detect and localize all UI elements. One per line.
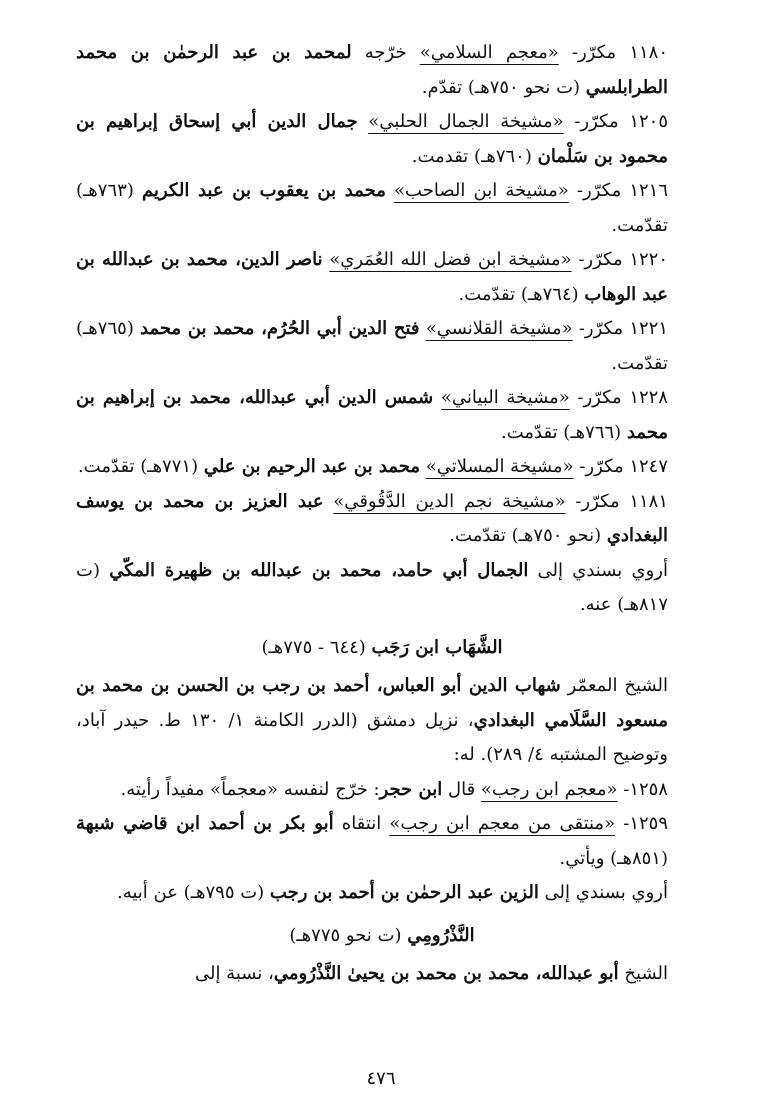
entry-1247: ١٢٤٧ مكرّر- «مشيخة المسلاتي» محمد بن عبد الرحيم بن علي (٧٧١هـ) تقدّمت. — [77, 456, 668, 477]
riwaya-paragraph: أروي بسندي إلى الزين عبد الرحمٰن بن أحمد بن رجب (ت ٧٩٥هـ) عن أبيه. — [116, 882, 668, 903]
entry-1258: ١٢٥٨- «معجم ابن رجب» قال ابن حجر: خرّج لنفسه «معجماً» مفيداً رأيته. — [120, 778, 668, 800]
entry-1228: ١٢٢٨ مكرّر- «مشيخة البياني» شمس الدين أبي عبدالله، محمد بن إبراهيم بن محمد (٧٦٦هـ) تقدّمت. — [76, 387, 668, 443]
section-intro: الشيخ المعمّر شهاب الدين أبو العباس، أحمد بن رجب بن الحسن بن محمد بن مسعود السَّلَامي البغدادي، نزيل دمشق (الدرر الكامنة ١/ ١٣٠ ط. حيدر آباد، وتوضيح المشتبه ٤/ ٢٨٩). له: — [76, 675, 669, 765]
person-name: شمس الدين أبي عبدالله، محمد بن إبراهيم بن محمد — [76, 387, 668, 443]
entry-1205: ١٢٠٥ مكرّر- «مشيخة الجمال الحلبي» جمال الدين أبي إسحاق إبراهيم بن محمود بن سَلْمان (٧٦٠هـ) تقدمت. — [76, 111, 668, 167]
work-title: «مشيخة ابن فضل الله العُمَري» — [329, 249, 572, 270]
entry-1181: ١١٨١ مكرّر- «مشيخة نجم الدين الدَّقُوقي» عبد العزيز بن محمد بن يوسف البغدادي (نحو ٧٥٠هـ) تقدّمت. — [76, 490, 668, 546]
work-title: «مشيخة القلانسي» — [425, 318, 573, 339]
person-name: فتح الدين أبي الحُرُم، محمد بن محمد — [140, 318, 420, 339]
person-name: عبد العزيز بن محمد بن يوسف البغدادي — [76, 490, 668, 546]
work-title: «مشيخة ابن الصاحب» — [394, 180, 569, 201]
work-title: «مشيخة المسلاتي» — [425, 456, 574, 477]
person-name: أبو عبدالله، محمد بن محمد بن يحيىٰ النَّذْرُومي — [273, 963, 619, 984]
person-name: ابن حجر — [379, 778, 443, 800]
entry-1220: ١٢٢٠ مكرّر- «مشيخة ابن فضل الله العُمَري» ناصر الدين، محمد بن عبدالله بن عبد الوهاب (٧٦٤هـ) تقدّمت. — [76, 249, 668, 305]
riwaya-paragraph: أروي بسندي إلى الجمال أبي حامد، محمد بن عبدالله بن ظهيرة المكّي (ت ٨١٧هـ) عنه. — [76, 559, 668, 615]
work-title: «مشيخة الجمال الحلبي» — [368, 111, 564, 132]
section-heading-ibn-rajab: الشَّهَاب ابن رَجَب (٦٤٤ - ٧٧٥هـ) — [261, 636, 503, 658]
person-name: الجمال أبي حامد، محمد بن عبدالله بن ظهيرة المكّي — [109, 559, 529, 581]
person-name: محمد بن يعقوب بن عبد الكريم — [141, 180, 386, 201]
entry-1180: ١١٨٠ مكرّر- «معجم السلامي» خرّجه لمحمد بن عبد الرحمٰن بن محمد الطرابلسي (ت نحو ٧٥٠هـ) تقدّم. — [76, 42, 669, 98]
person-name: محمد بن عبد الرحيم بن علي — [203, 456, 420, 477]
person-name: جمال الدين أبي إسحاق إبراهيم بن محمود بن سَلْمان — [76, 111, 668, 167]
work-title: «معجم السلامي» — [419, 42, 559, 63]
entry-1216: ١٢١٦ مكرّر- «مشيخة ابن الصاحب» محمد بن يعقوب بن عبد الكريم (٧٦٣هـ) تقدّمت. — [76, 180, 669, 236]
person-name: لمحمد بن عبد الرحمٰن بن محمد الطرابلسي — [76, 42, 668, 98]
person-name: الزين عبد الرحمٰن بن أحمد بن رجب — [269, 882, 539, 903]
entry-1259: ١٢٥٩- «منتقى من معجم ابن رجب» انتقاه أبو بكر بن أحمد ابن قاضي شبهة (٨٥١هـ) ويأتي. — [76, 813, 668, 869]
page-number: ٤٧٦ — [366, 1068, 396, 1089]
person-name: أبو بكر بن أحمد ابن قاضي شبهة — [76, 813, 334, 834]
section-intro: الشيخ أبو عبدالله، محمد بن محمد بن يحيىٰ النَّذْرُومي، نسبة إلى — [194, 963, 668, 984]
work-title: «منتقى من معجم ابن رجب» — [389, 813, 616, 834]
work-title: «مشيخة نجم الدين الدَّقُوقي» — [333, 490, 566, 512]
person-name: شهاب الدين أبو العباس، أحمد بن رجب بن الحسن بن محمد بن مسعود السَّلَامي البغدادي — [76, 675, 669, 731]
page-text — [76, 36, 688, 992]
entry-1221: ١٢٢١ مكرّر- «مشيخة القلانسي» فتح الدين أبي الحُرُم، محمد بن محمد (٧٦٥هـ) تقدّمت. — [76, 318, 668, 374]
section-heading-nadhrumi: النَّذْرُومِي (ت نحو ٧٧٥هـ) — [289, 924, 475, 946]
work-title: «مشيخة البياني» — [440, 387, 570, 408]
work-title: «معجم ابن رجب» — [480, 778, 618, 800]
person-name: ناصر الدين، محمد بن عبدالله بن عبد الوهاب — [76, 249, 668, 305]
